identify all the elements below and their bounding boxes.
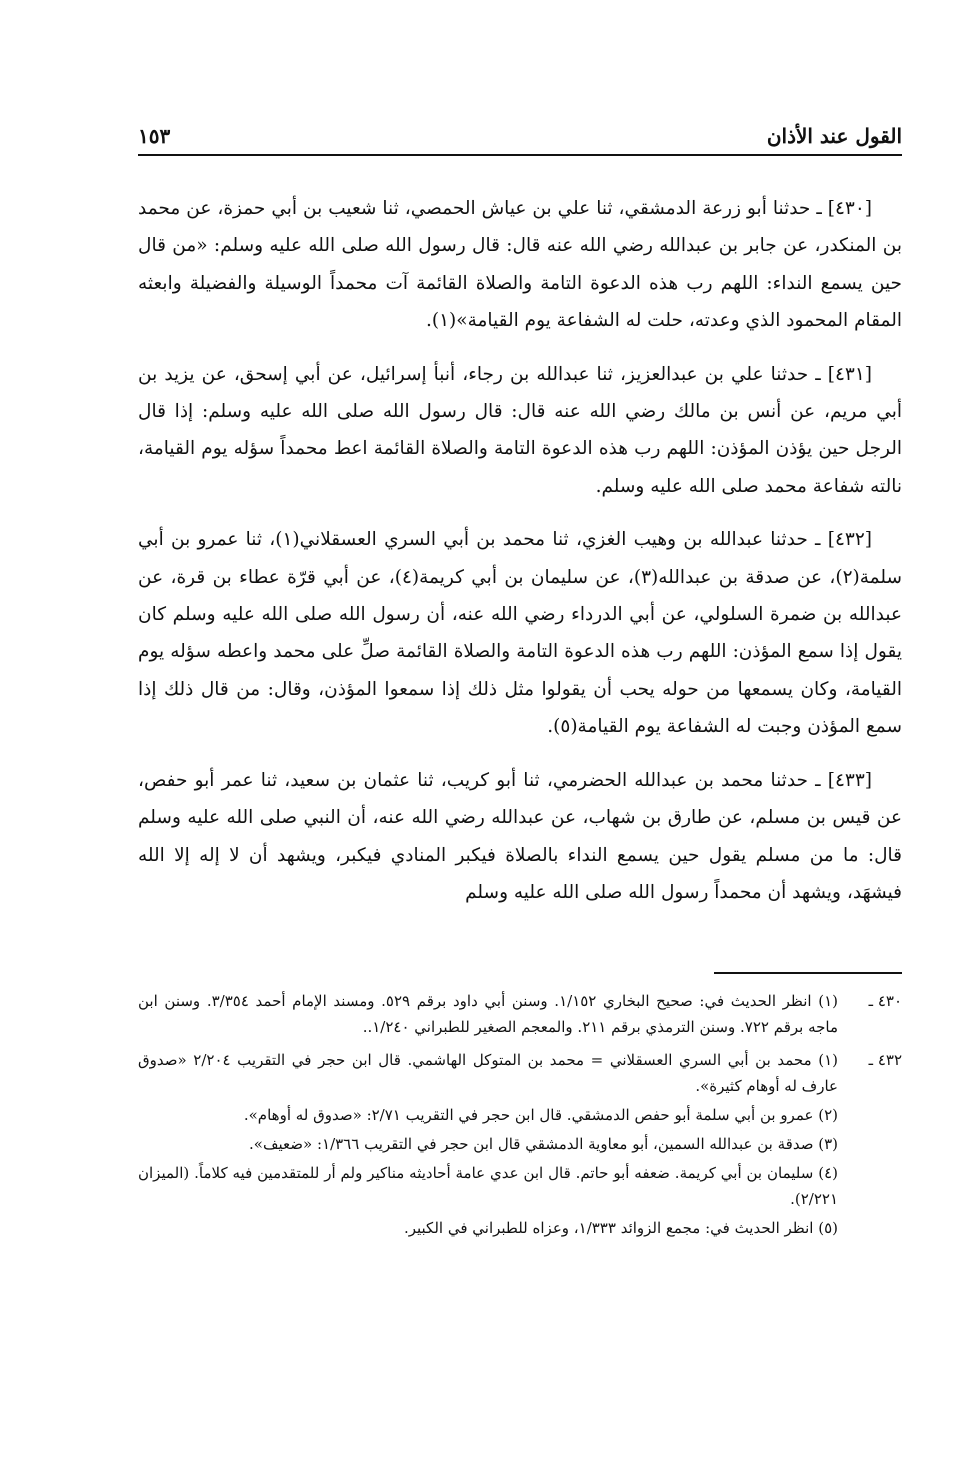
running-title: القول عند الأذان xyxy=(766,124,902,148)
hadith-paragraph-431: [٤٣١] ـ حدثنا علي بن عبدالعزيز، ثنا عبدالله بن رجاء، أنبأ إسرائيل، عن أبي إسحق، عن يزيد بن أبي مريم، عن أنس بن مالك رضي الله عنه قال: قال رسول الله صلى الله عليه وسلم: إذا قال الرجل حين يؤذن المؤذن: اللهم رب هذه الدعوة التامة والصلاة القائمة اعط محمداً سؤله يوم القيامة، نالته شفاعة محمد صلى الله عليه وسلم. xyxy=(138,363,902,497)
footnote-hadith-number: ٤٣٢ ـ xyxy=(868,1051,902,1069)
footnote-note: (٣) صدقة بن عبدالله السمين، أبو معاوية الدمشقي قال ابن حجر في التقريب ١/٣٦٦: «ضعيف». xyxy=(249,1135,838,1153)
page-number: ١٥٣ xyxy=(138,124,171,148)
hadith-paragraph-430: [٤٣٠] ـ حدثنا أبو زرعة الدمشقي، ثنا علي بن عياش الحمصي، ثنا شعيب بن أبي حمزة، عن محمد بن المنكدر، عن جابر بن عبدالله رضي الله عنه قال: قال رسول الله صلى الله عليه وسلم: «من قال حين يسمع النداء: اللهم رب هذه الدعوة التامة والصلاة القائمة آت محمداً الوسيلة والفضيلة وابعثه المقام المحمود الذي وعدته، حلت له الشفاعة يوم القيامة»(١). xyxy=(138,198,902,332)
footnote-note: (١) انظر الحديث في: صحيح البخاري ١/١٥٢. وسنن أبي داود برقم ٥٢٩. ومسند الإمام أحمد ٣/٣٥٤. وسنن ابن ماجه برقم ٧٢٢. وسنن الترمذي برقم ٢١١. والمعجم الصغير للطبراني ١/٢٤٠.. xyxy=(138,992,839,1036)
main-text xyxy=(138,190,902,927)
footnotes xyxy=(138,988,902,1248)
footnote-note: (٢) عمرو بن أبي سلمة أبو حفص الدمشقي. قال ابن حجر في التقريب ٢/٧١: «صدوق له أوهام». xyxy=(243,1106,838,1124)
footnote-note: (٥) انظر الحديث في: مجمع الزوائد ١/٣٣٣، وعزاه للطبراني في الكبير. xyxy=(403,1219,838,1237)
hadith-paragraph-432: [٤٣٢] ـ حدثنا عبدالله بن وهيب الغزي، ثنا محمد بن أبي السري العسقلاني(١)، ثنا عمرو بن أبي سلمة(٢)، عن صدقة بن عبدالله(٣)، عن سليمان بن أبي كريمة(٤)، عن أبي قرّة عطاء بن قرة، عن عبدالله بن ضمرة السلولي، عن أبي الدرداء رضي الله عنه، أن رسول الله صلى الله عليه وسلم كان يقول إذا سمع المؤذن: اللهم رب هذه الدعوة التامة والصلاة القائمة صلِّ على محمد واعطه سؤله يوم القيامة، وكان يسمعها من حوله يحب أن يقولوا مثل ذلك إذا سمعوا المؤذن، وقال: من قال ذلك إذا سمع المؤذن وجبت له الشفاعة يوم القيامة(٥). xyxy=(138,529,902,738)
page-header xyxy=(138,118,902,156)
footnote-hadith-number: ٤٣٠ ـ xyxy=(868,992,902,1010)
footnote-notes xyxy=(138,988,838,1043)
footnote-note: (١) محمد بن أبي السري العسقلاني = محمد بن المتوكل الهاشمي. قال ابن حجر في التقريب ٢/٢٠٤ «صدوق عارف له أوهام كثيرة». xyxy=(138,1051,839,1095)
footnote-separator xyxy=(714,972,902,974)
footnote-group-430 xyxy=(138,988,902,1043)
hadith-paragraph-433: [٤٣٣] ـ حدثنا محمد بن عبدالله الحضرمي، ثنا أبو كريب، ثنا عثمان بن سعيد، ثنا عمر أبو حفص، عن قيس بن مسلم، عن طارق بن شهاب، عن عبدالله رضي الله عنه، أن النبي صلى الله عليه وسلم قال: ما من مسلم يقول حين يسمع النداء بالصلاة فيكبر المنادي فيكبر، ويشهد أن لا إله إلا الله فيشهَد، ويشهد أن محمداً رسول الله صلى الله عليه وسلم xyxy=(138,769,902,903)
footnote-group-432 xyxy=(138,1047,902,1244)
footnote-notes xyxy=(138,1047,838,1244)
footnote-note: (٤) سليمان بن أبي كريمة. ضعفه أبو حاتم. قال ابن عدي عامة أحاديثه مناكير ولم أر للمتقدمين فيه كلاماً. (الميزان ٢/٢٢١). xyxy=(138,1164,838,1208)
